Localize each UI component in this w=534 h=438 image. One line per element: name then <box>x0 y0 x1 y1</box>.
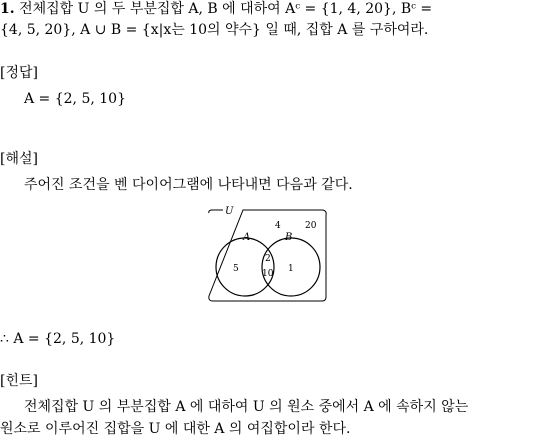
answer-text: A = {2, 5, 10} <box>24 91 126 107</box>
outside-element-2: 20 <box>305 221 317 231</box>
venn-diagram <box>205 205 330 305</box>
intersection-element-top: 2 <box>265 254 271 264</box>
intersection-element-bottom: 10 <box>262 269 274 279</box>
problem-number: 1. <box>0 1 15 17</box>
set-a-circle <box>216 238 274 296</box>
problem-text-1: 전체집합 U 의 두 부분집합 A, B 에 대하여 Aᶜ = {1, 4, 20}, Bᶜ = <box>19 1 433 17</box>
set-a-label: A <box>243 232 251 243</box>
explanation-header: [해설] <box>0 151 38 167</box>
set-b-label: B <box>285 232 293 243</box>
universe-label: U <box>225 206 234 217</box>
hint-line-2: 원소로 이루어진 집합을 U 에 대한 A 의 여집합이라 한다. <box>0 421 351 437</box>
conclusion-text: ∴ A = {2, 5, 10} <box>0 331 116 347</box>
answer-header: [정답] <box>0 65 38 81</box>
explanation-text: 주어진 조건을 벤 다이어그램에 나타내면 다음과 같다. <box>24 177 353 193</box>
hint-header: [힌트] <box>0 373 38 389</box>
outside-element-1: 4 <box>275 221 281 231</box>
hint-line-1: 전체집합 U 의 부분집합 A 에 대하여 U 의 원소 중에서 A 에 속하지 않는 <box>24 399 469 415</box>
only-a-element: 5 <box>233 264 239 274</box>
problem-line-1 <box>0 0 432 18</box>
only-b-element: 1 <box>288 264 294 274</box>
problem-line-2: {4, 5, 20}, A ∪ B = {x|x는 10의 약수} 일 때, 집합 A 를 구하여라. <box>0 22 429 38</box>
